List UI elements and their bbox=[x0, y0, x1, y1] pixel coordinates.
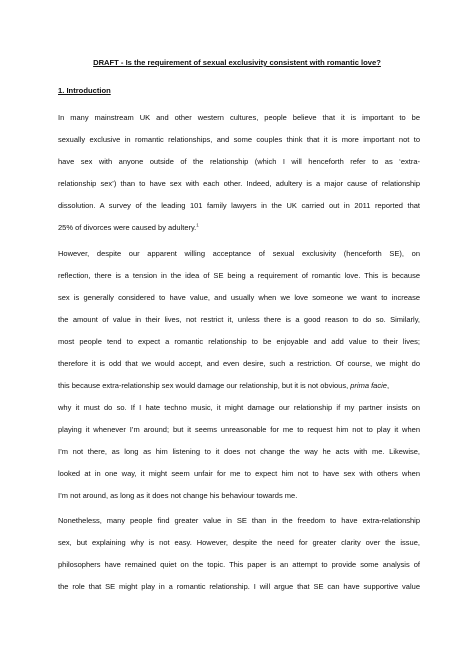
paragraph-line-last bbox=[58, 223, 420, 245]
italic-phrase: prima facie bbox=[350, 381, 387, 390]
paragraph-line: Nonetheless, many people find greater value in SE than in the freedom to have extra-relationship bbox=[58, 516, 420, 525]
paragraph-line: dissolution. A survey of the leading 101 family lawyers in the UK carried out in 2011 reported that bbox=[58, 201, 420, 210]
paragraph-line: therefore it is odd that we would accept, and even desire, such a restriction. Of course, we might do bbox=[58, 359, 420, 368]
footnote-marker[interactable]: 1 bbox=[196, 222, 199, 228]
document-title: DRAFT - Is the requirement of sexual exclusivity consistent with romantic love? bbox=[93, 58, 381, 67]
paragraph-line: However, despite our apparent willing acceptance of sexual exclusivity (henceforth SE), on bbox=[58, 249, 420, 258]
paragraph-line: I’m not there, as long as him listening to it does not change the way he acts with me. Likewise, bbox=[58, 447, 420, 456]
paragraph-line: philosophers have remained quiet on the topic. This paper is an attempt to provide some analysis of bbox=[58, 560, 420, 569]
paragraph-line: sexually exclusive in romantic relationships, and some couples think that it is more important not to bbox=[58, 135, 420, 144]
paragraph-2 bbox=[58, 249, 420, 513]
paragraph-line: the role that SE might play in a romantic relationship. I will argue that SE can have supportive value bbox=[58, 582, 420, 591]
italic-trailer: , bbox=[386, 381, 390, 390]
paragraph-1 bbox=[58, 113, 420, 245]
paragraph-line: reflection, there is a tension in the idea of SE being a requirement of romantic love. This is because bbox=[58, 271, 420, 280]
paragraph-line: relationship sex’) than to have sex with each other. Indeed, adultery is a major cause of relationship bbox=[58, 179, 420, 188]
paragraph-line: sex, but explaining why is not easy. However, despite the need for greater clarity over the issue, bbox=[58, 538, 420, 547]
paragraph-line: the amount of value in their lives, not restrict it, unless there is a good reason to do so. Similarly, bbox=[58, 315, 420, 324]
paragraph-line: In many mainstream UK and other western cultures, people believe that it is important to be bbox=[58, 113, 420, 122]
paragraph-line: most people tend to expect a romantic relationship to be enjoyable and add value to their lives; bbox=[58, 337, 420, 346]
paragraph-line: playing it whenever I’m around; but it seems unreasonable for me to request him not to play it when bbox=[58, 425, 420, 434]
paragraph-line-text: this because extra-relationship sex would damage our relationship, but it is not obvious, bbox=[58, 381, 351, 390]
paragraph-line: why it must do so. If I hate techno music, it might damage our relationship if my partner insists on bbox=[58, 403, 420, 412]
paragraph-line-italic-mix bbox=[58, 381, 420, 403]
section-heading: 1. Introduction bbox=[58, 86, 111, 95]
paragraph-line: sex is generally considered to have value, and usually when we love someone we want to increase bbox=[58, 293, 420, 302]
paragraph-line: looked at in one way, it might seem unfair for me to expect him not to have sex with others when bbox=[58, 469, 420, 478]
paragraph-line-text: 25% of divorces were caused by adultery. bbox=[58, 223, 197, 232]
paragraph-line-last: I’m not around, as long as it does not change his behaviour towards me. bbox=[58, 491, 298, 500]
paragraph-line: have sex with anyone outside of the relationship (which I will henceforth refer to as ‘extra- bbox=[58, 157, 420, 166]
paragraph-3 bbox=[58, 516, 420, 604]
